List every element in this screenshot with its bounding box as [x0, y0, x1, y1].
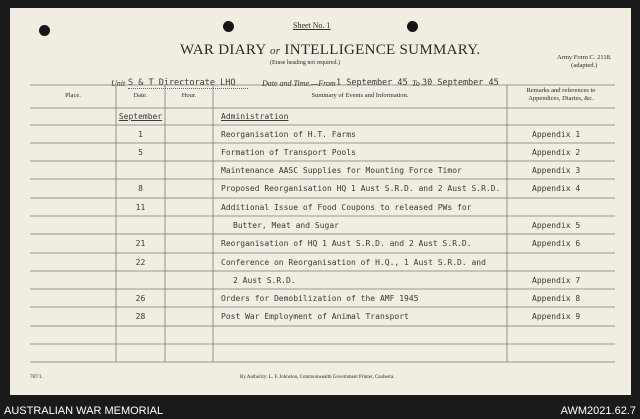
title-intelligence-summary: INTELLIGENCE SUMMARY. — [284, 42, 481, 58]
entry-summary: Proposed Reorganisation HQ 1 Aust S.R.D. and 2 Aust S.R.D. — [221, 184, 501, 193]
column-header-place: Place. — [65, 92, 81, 99]
entry-remark: Appendix 6 — [532, 239, 581, 248]
column-header-hour: Hour. — [181, 92, 197, 99]
form-number: 787/1. — [30, 375, 43, 380]
column-header-date: Date. — [133, 92, 148, 99]
entry-summary: Orders for Demobilization of the AMF 1945 — [221, 294, 419, 303]
entry-date: 26 — [135, 294, 146, 303]
entry-remark: Appendix 2 — [532, 148, 581, 157]
date-to-value: 30 September 45 — [422, 78, 499, 88]
column-header-remarks — [507, 87, 615, 103]
entry-remark: Appendix 7 — [532, 276, 581, 285]
entry-remark: Appendix 9 — [532, 312, 581, 321]
title-or: or — [269, 45, 281, 57]
army-form-number: Army Form C. 2118. — [557, 54, 612, 61]
entry-date: 1 — [138, 130, 143, 139]
entry-summary: Reorganisation of H.T. Farms — [221, 130, 356, 139]
entry-summary: Administration — [221, 112, 289, 121]
entry-remark: Appendix 1 — [532, 130, 581, 139]
caption-institution: AUSTRALIAN WAR MEMORIAL — [4, 405, 164, 417]
entry-remark: Appendix 5 — [532, 221, 581, 230]
entry-remark: Appendix 4 — [532, 184, 581, 193]
printer-authority: By Authority: L. F. Johnston, Commonwealth Government Printer, Canberra. — [240, 375, 395, 380]
entry-date: 8 — [138, 184, 143, 193]
entry-summary: Maintenance AASC Supplies for Mounting Force Timor — [221, 166, 462, 175]
entry-summary: Additional Issue of Food Coupons to released PWs for — [221, 203, 472, 212]
entry-summary: Post War Employment of Animal Transport — [221, 312, 409, 321]
column-header-summary: Summary of Events and Information. — [311, 92, 409, 99]
date-label: Date and Time.—From — [262, 79, 336, 88]
entry-date: 11 — [135, 203, 146, 212]
entry-date: 5 — [138, 148, 143, 157]
entry-date: 22 — [135, 258, 146, 267]
entry-summary: Conference on Reorganisation of H.Q., 1 Aust S.R.D. and — [221, 258, 486, 267]
entry-summary: Butter, Meat and Sugar — [233, 221, 339, 230]
entry-summary: 2 Aust S.R.D. — [233, 276, 296, 285]
entry-remark: Appendix 3 — [532, 166, 581, 175]
entry-date: 28 — [135, 312, 146, 321]
unit-value: S & T Directorate LHQ — [128, 78, 248, 89]
date-from-value: 1 September 45 — [336, 78, 408, 88]
entry-summary: Formation of Transport Pools — [221, 148, 356, 157]
entry-date: 21 — [135, 239, 146, 248]
entry-remark: Appendix 8 — [532, 294, 581, 303]
entry-summary: Reorganisation of HQ 1 Aust S.R.D. and 2 Aust S.R.D. — [221, 239, 472, 248]
title-war-diary: WAR DIARY — [180, 42, 266, 58]
caption-accession-number: AWM2021.62.7 — [560, 405, 636, 417]
diary-sheet — [10, 8, 631, 395]
army-form-note: (adapted.) — [571, 62, 598, 69]
date-to-label: To — [412, 79, 420, 88]
column-header-remarks-line1: Remarks and references to — [526, 87, 596, 94]
table-grid — [10, 8, 631, 395]
title-note: (Erase heading not required.) — [270, 60, 340, 66]
sheet-number: Sheet No. 1 — [293, 21, 331, 30]
entry-date: September — [118, 112, 163, 121]
unit-label: Unit — [111, 79, 126, 88]
column-header-remarks-line2: Appendices, Diaries, &c. — [528, 95, 594, 102]
